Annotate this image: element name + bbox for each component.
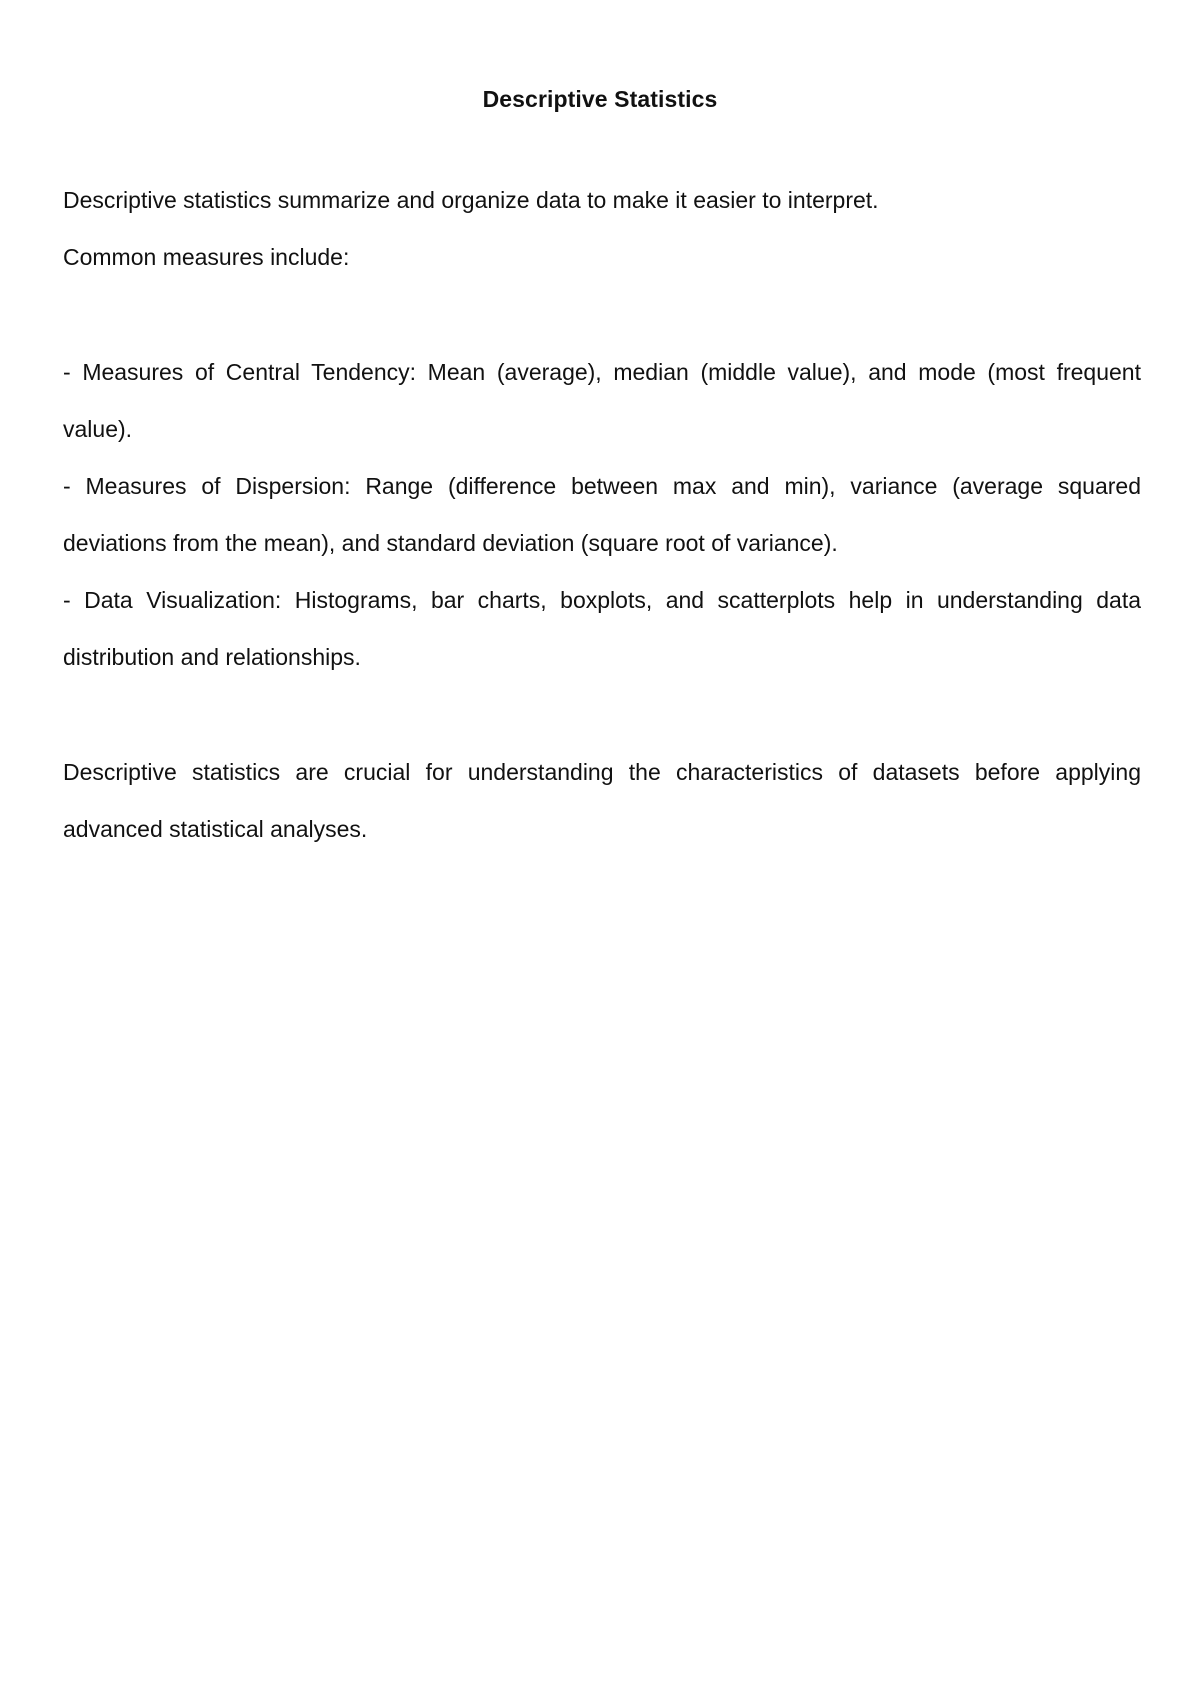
conclusion-paragraph: Descriptive statistics are crucial for understanding the characteristics of datasets before applying advanced statistical analyses. [63,759,1141,842]
intro-paragraph: Descriptive statistics summarize and organize data to make it easier to interpret. [63,187,879,213]
data-visualization-bullet: - Data Visualization: Histograms, bar charts, boxplots, and scatterplots help in understanding data distribution and relationships. [63,587,1141,670]
document-title: Descriptive Statistics [482,86,718,113]
central-tendency-bullet: - Measures of Central Tendency: Mean (average), median (middle value), and mode (most frequent value). [63,359,1141,442]
common-measures-label: Common measures include: [63,244,350,270]
dispersion-bullet: - Measures of Dispersion: Range (difference between max and min), variance (average squared deviations from the mean), and standard deviation (square root of variance). [63,473,1141,556]
